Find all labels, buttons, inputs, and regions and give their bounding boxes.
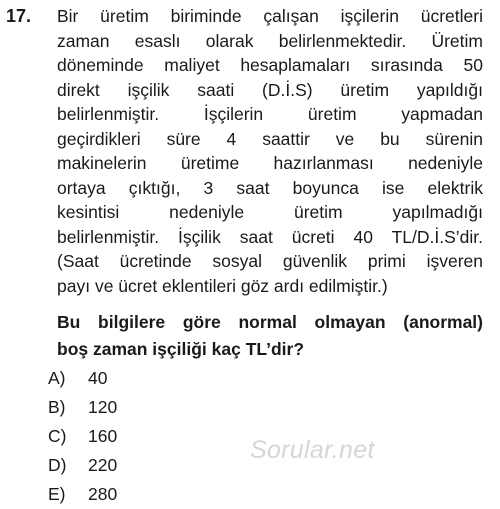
question-text-line: Bir üretim biriminde çalışan işçilerin ücretleri [57,6,483,26]
question-text-line: kesintisi nedeniyle üretim yapılmadığı [57,202,483,222]
question-text-line: ortaya çıktığı, 3 saat boyunca ise elektrik [57,177,483,198]
question-prompt [57,309,483,363]
watermark: Sorular.net [250,436,375,464]
question-text-line: makinelerin üretime hazırlanması nedeniyle [57,153,483,173]
question-text-line: (Saat ücretinde sosyal güvenlik primi işveren [57,251,483,271]
option-value: 160 [88,426,118,446]
option-a[interactable] [48,364,117,393]
option-letter: A) [48,368,66,388]
question-text-line: direkt işçilik saati (D.İ.S) üretim yapıldığı [57,79,483,100]
option-b[interactable] [48,393,117,422]
option-d[interactable] [48,451,117,480]
question-prompt-line: Bu bilgilere göre normal olmayan (anormal) [57,312,483,332]
question-number: 17. [6,6,32,26]
option-e[interactable] [48,480,117,509]
question-text-line: belirlenmiştir. İşçilik saat ücreti 40 TL/D.İ.S’dir. [57,226,483,247]
option-value: 220 [88,455,118,475]
option-c[interactable] [48,422,117,451]
option-value: 40 [88,368,108,388]
question-body [57,4,483,363]
option-letter: B) [48,397,66,417]
question-text-line: geçirdikleri süre 4 saattir ve bu sürenin [57,128,483,149]
option-letter: D) [48,455,67,475]
option-value: 280 [88,484,118,504]
answer-options [48,364,117,509]
question-text-line: belirlenmiştir. İşçilerin üretim yapmadan [57,104,483,124]
option-letter: E) [48,484,66,504]
question-text-line: zaman esaslı olarak belirlenmektedir. Üretim [57,30,483,51]
question-text-line: payı ve ücret eklentileri göz ardı edilmiştir.) [57,275,388,296]
question-text-line: döneminde maliyet hesaplamaları sırasında 50 [57,55,483,75]
option-value: 120 [88,397,118,417]
option-letter: C) [48,426,67,446]
question-prompt-line: boş zaman işçiliği kaç TL’dir? [57,339,305,359]
